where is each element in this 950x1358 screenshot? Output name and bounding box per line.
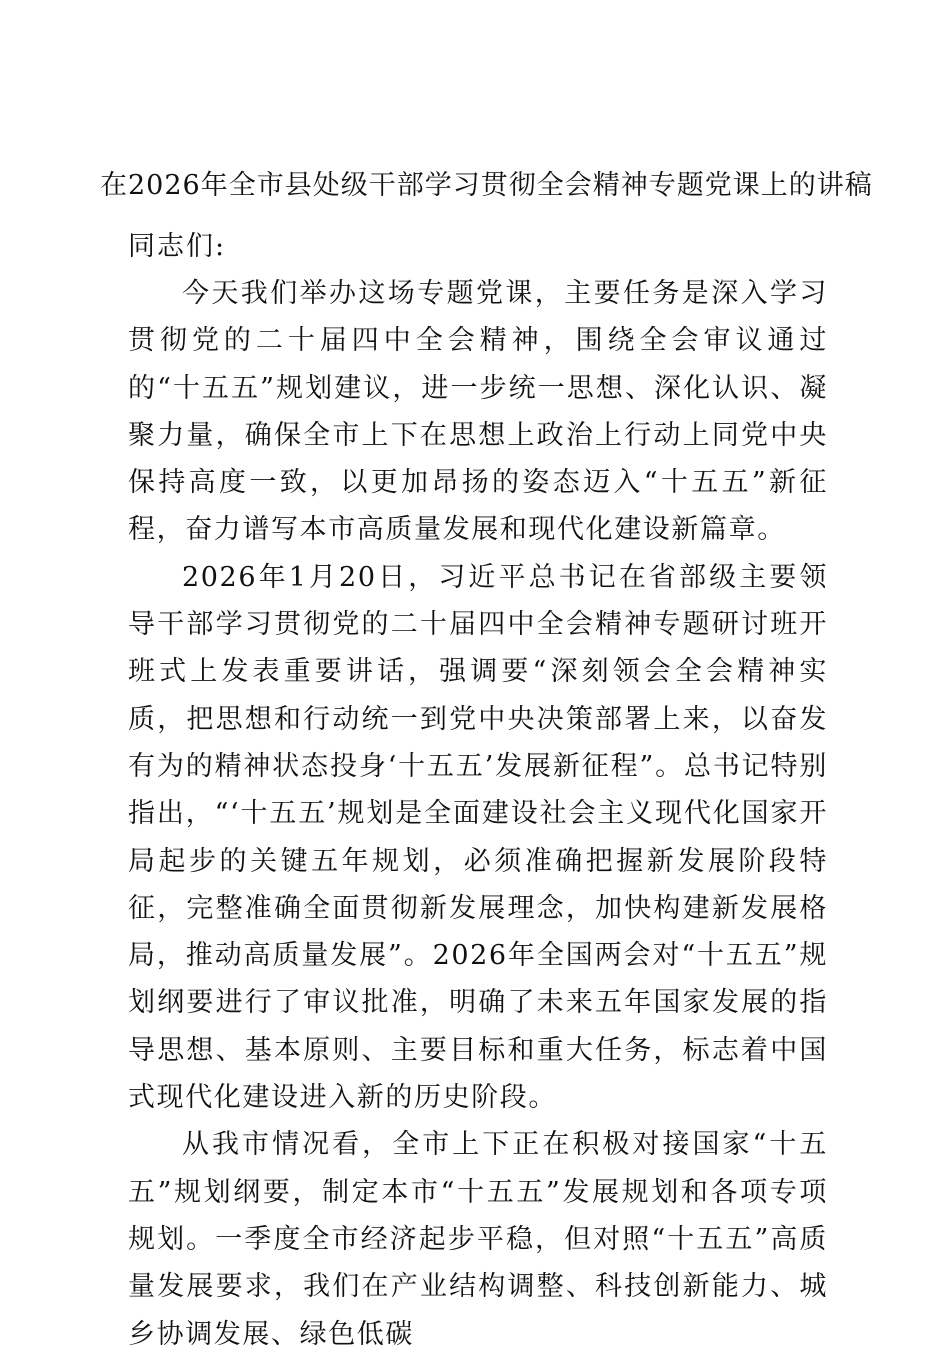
salutation: 同志们: — [128, 231, 227, 262]
document-body — [128, 270, 828, 1358]
paragraph-1: 今天我们举办这场专题党课，主要任务是深入学习贯彻党的二十届四中全会精神，围绕全会审议通过的“十五五”规划建议，进一步统一思想、深化认识、凝聚力量，确保全市上下在思想上政治上行动上同党中央保持高度一致，以更加昂扬的姿态迈入“十五五”新征程，奋力谱写本市高质量发展和现代化建设新篇章。 — [128, 278, 828, 546]
document-title: 在2026年全市县处级干部学习贯彻全会精神专题党课上的讲稿 — [100, 170, 873, 201]
paragraph-3: 从我市情况看，全市上下正在积极对接国家“十五五”规划纲要，制定本市“十五五”发展规划和各项专项规划。一季度全市经济起步平稳，但对照“十五五”高质量发展要求，我们在产业结构调整、科技创新能力、城乡协调发展、绿色低碳 — [128, 1129, 828, 1350]
paragraph-2: 2026年1月20日，习近平总书记在省部级主要领导干部学习贯彻党的二十届四中全会精神专题研讨班开班式上发表重要讲话，强调要“深刻领会全会精神实质，把思想和行动统一到党中央决策部署上来，以奋发有为的精神状态投身‘十五五’发展新征程”。总书记特别指出，“‘十五五’规划是全面建设社会主义现代化国家开局起步的关键五年规划，必须准确把握新发展阶段特征，完整准确全面贯彻新发展理念，加快构建新发展格局，推动高质量发展”。2026年全国两会对“十五五”规划纲要进行了审议批准，明确了未来五年国家发展的指导思想、基本原则、主要目标和重大任务，标志着中国式现代化建设进入新的历史阶段。 — [128, 561, 828, 1114]
